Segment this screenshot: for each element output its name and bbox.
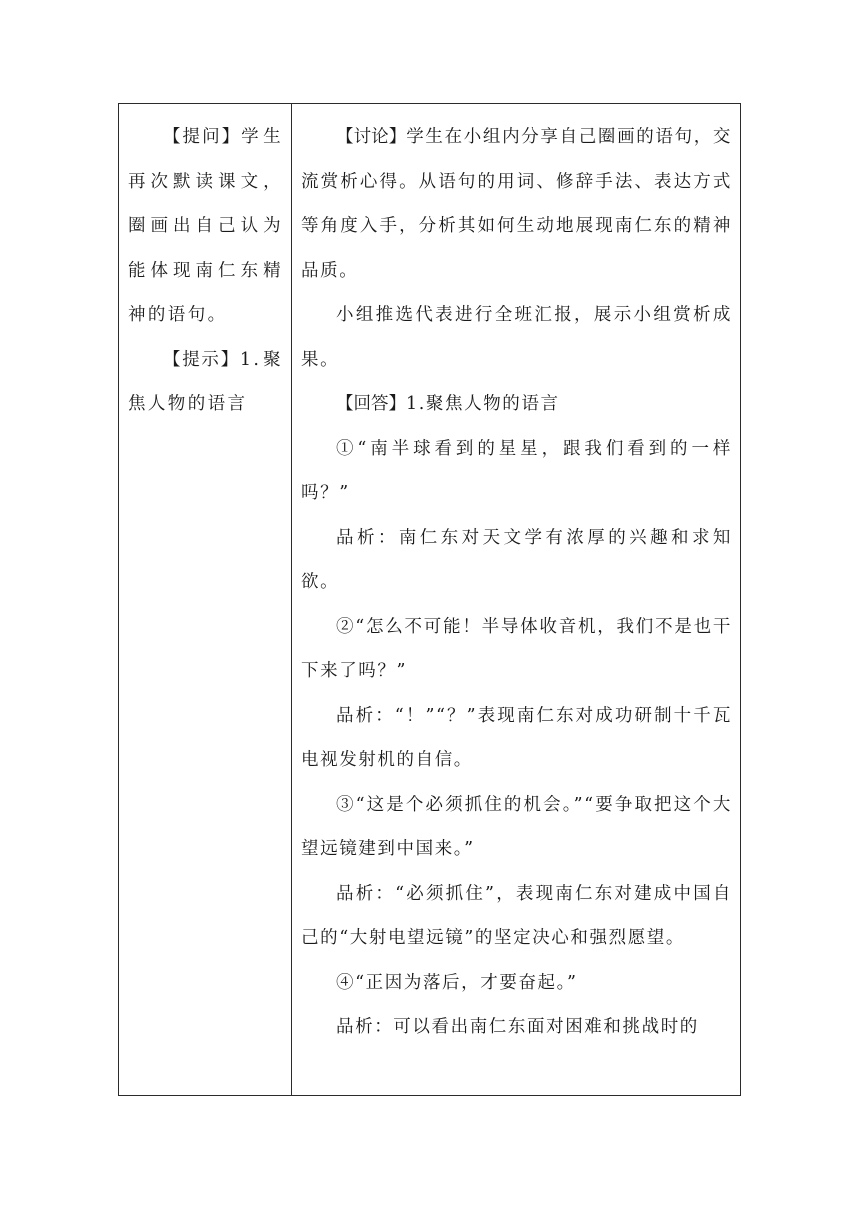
lesson-table	[118, 103, 741, 1096]
hint-tag: 【提示】	[163, 349, 240, 370]
answer-tag: 【回答】	[336, 394, 406, 414]
answer-paragraph	[301, 382, 732, 427]
question-tag: 【提问】	[163, 127, 242, 147]
discussion-paragraph	[301, 115, 732, 293]
quote-3: ③“这是个必须抓住的机会。”“要争取把这个大望远镜建到中国来。”	[301, 794, 732, 859]
analysis-4: 品析：可以看出南仁东面对困难和挑战时的	[336, 1017, 699, 1037]
discussion-tag: 【讨论】	[336, 127, 407, 147]
discussion-text: 学生在小组内分享自己圈画的语句，交流赏析心得。从语句的用词、修辞手法、表达方式等角度入手，分析其如何生动地展现南仁东的精神品质。	[301, 127, 733, 281]
hint-text: 1.聚焦人物的语言	[128, 349, 283, 414]
teacher-column	[119, 104, 292, 1095]
analysis-2: 品析：“！”“？”表现南仁东对成功研制十千瓦电视发射机的自信。	[301, 705, 732, 770]
student-column	[292, 104, 740, 1095]
question-text: 学生再次默读课文，圈画出自己认为能体现南仁东精神的语句。	[128, 127, 283, 325]
hint-paragraph	[128, 338, 283, 427]
answer-text: 1.聚焦人物的语言	[406, 394, 560, 414]
quote-2: ②“怎么不可能！半导体收音机，我们不是也干下来了吗？”	[301, 616, 732, 681]
question-paragraph	[128, 115, 283, 338]
quote-1: ①“南半球看到的星星，跟我们看到的一样吗？”	[301, 438, 732, 503]
report-paragraph: 小组推选代表进行全班汇报，展示小组赏析成果。	[301, 305, 732, 370]
analysis-1: 品析：南仁东对天文学有浓厚的兴趣和求知欲。	[301, 527, 732, 592]
analysis-3: 品析：“必须抓住”，表现南仁东对建成中国自己的“大射电望远镜”的坚定决心和强烈愿望。	[301, 883, 732, 948]
quote-4: ④“正因为落后，才要奋起。”	[336, 972, 578, 993]
